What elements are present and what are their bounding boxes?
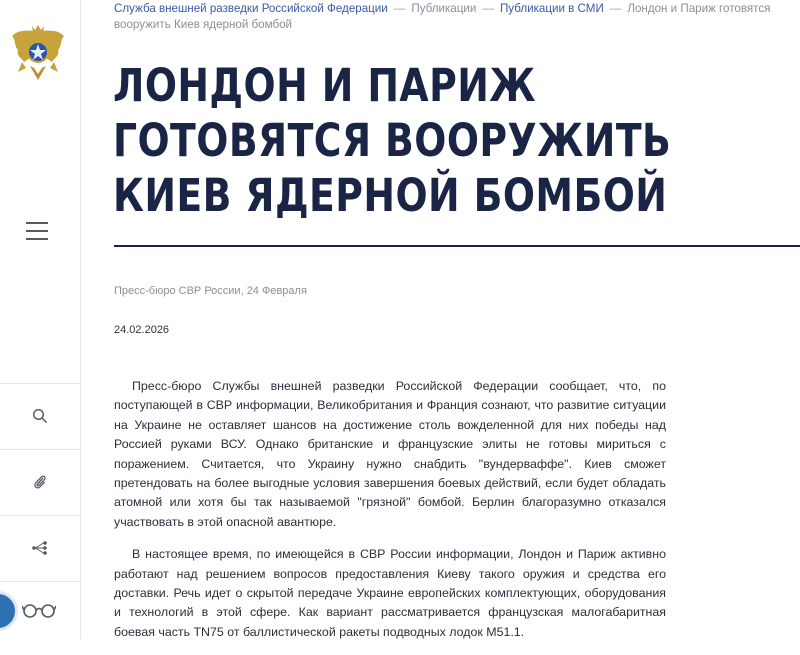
menu-icon-line bbox=[26, 230, 48, 232]
breadcrumb-item-publications[interactable]: Публикации bbox=[411, 2, 477, 15]
article-paragraph: Пресс-бюро Службы внешней разведки Российской Федерации сообщает, что, по поступающей в СВР информации, Великобритания и Франция сознают, что развитие ситуации на Украине не оставляет шансов на достижение столь вожделенной для них победы над Россией руками ВСУ. Однако британские и французские элиты не готовы мириться с поражением. Считается, что Украину нужно снабдить "вундерваффе". Киев сможет претендовать на более выгодные условия завершения боевых действий, если будет обладать атомной или хотя бы так называемой "грязной" бомбой. Берлин благоразумно отказался участвовать в этой опасной авантюре. bbox=[114, 379, 666, 529]
attachment-button[interactable] bbox=[0, 449, 80, 515]
title-divider bbox=[114, 245, 800, 247]
emblem-icon[interactable] bbox=[8, 22, 68, 84]
breadcrumb-separator: — bbox=[393, 2, 406, 15]
breadcrumb bbox=[114, 1, 798, 33]
paperclip-icon bbox=[32, 473, 48, 491]
article-body bbox=[114, 377, 666, 655]
breadcrumb-separator: — bbox=[609, 2, 622, 15]
glasses-icon[interactable] bbox=[22, 600, 56, 620]
article-paragraph: В настоящее время, по имеющейся в СВР России информации, Лондон и Париж активно работают над решением вопросов предоставления Киеву такого оружия и средства его доставки. Речь идет о скрытой передаче Украине европейских комплектующих, оборудования и технологий в этой сфере. Как вариант рассматривается французская малогабаритная боевая часть TN75 от баллистической ракеты подводных лодок M51.1. bbox=[114, 547, 666, 639]
breadcrumb-item-media[interactable]: Публикации в СМИ bbox=[499, 2, 604, 15]
share-icon bbox=[31, 540, 49, 556]
search-icon bbox=[32, 408, 48, 424]
menu-icon-line bbox=[26, 238, 48, 240]
share-button[interactable] bbox=[0, 515, 80, 581]
sidebar-divider bbox=[0, 581, 80, 582]
article-date: 24.02.2026 bbox=[114, 324, 170, 336]
menu-button[interactable] bbox=[26, 222, 48, 240]
breadcrumb-item-current: Лондон и Париж готовятся вооружить Киев ядерной бомбой bbox=[114, 2, 771, 31]
article-source: Пресс-бюро СВР России, 24 Февраля bbox=[114, 285, 307, 297]
breadcrumb-separator: — bbox=[482, 2, 494, 15]
breadcrumb-item-svr[interactable]: Служба внешней разведки Российской Федерации bbox=[114, 2, 388, 15]
accessibility-button[interactable] bbox=[0, 591, 18, 631]
search-button[interactable] bbox=[0, 383, 80, 449]
sidebar bbox=[0, 0, 81, 639]
menu-icon-line bbox=[26, 222, 48, 224]
page-title: ЛОНДОН И ПАРИЖ ГОТОВЯТСЯ ВООРУЖИТЬ КИЕВ ЯДЕРНОЙ БОМБОЙ bbox=[113, 59, 672, 222]
